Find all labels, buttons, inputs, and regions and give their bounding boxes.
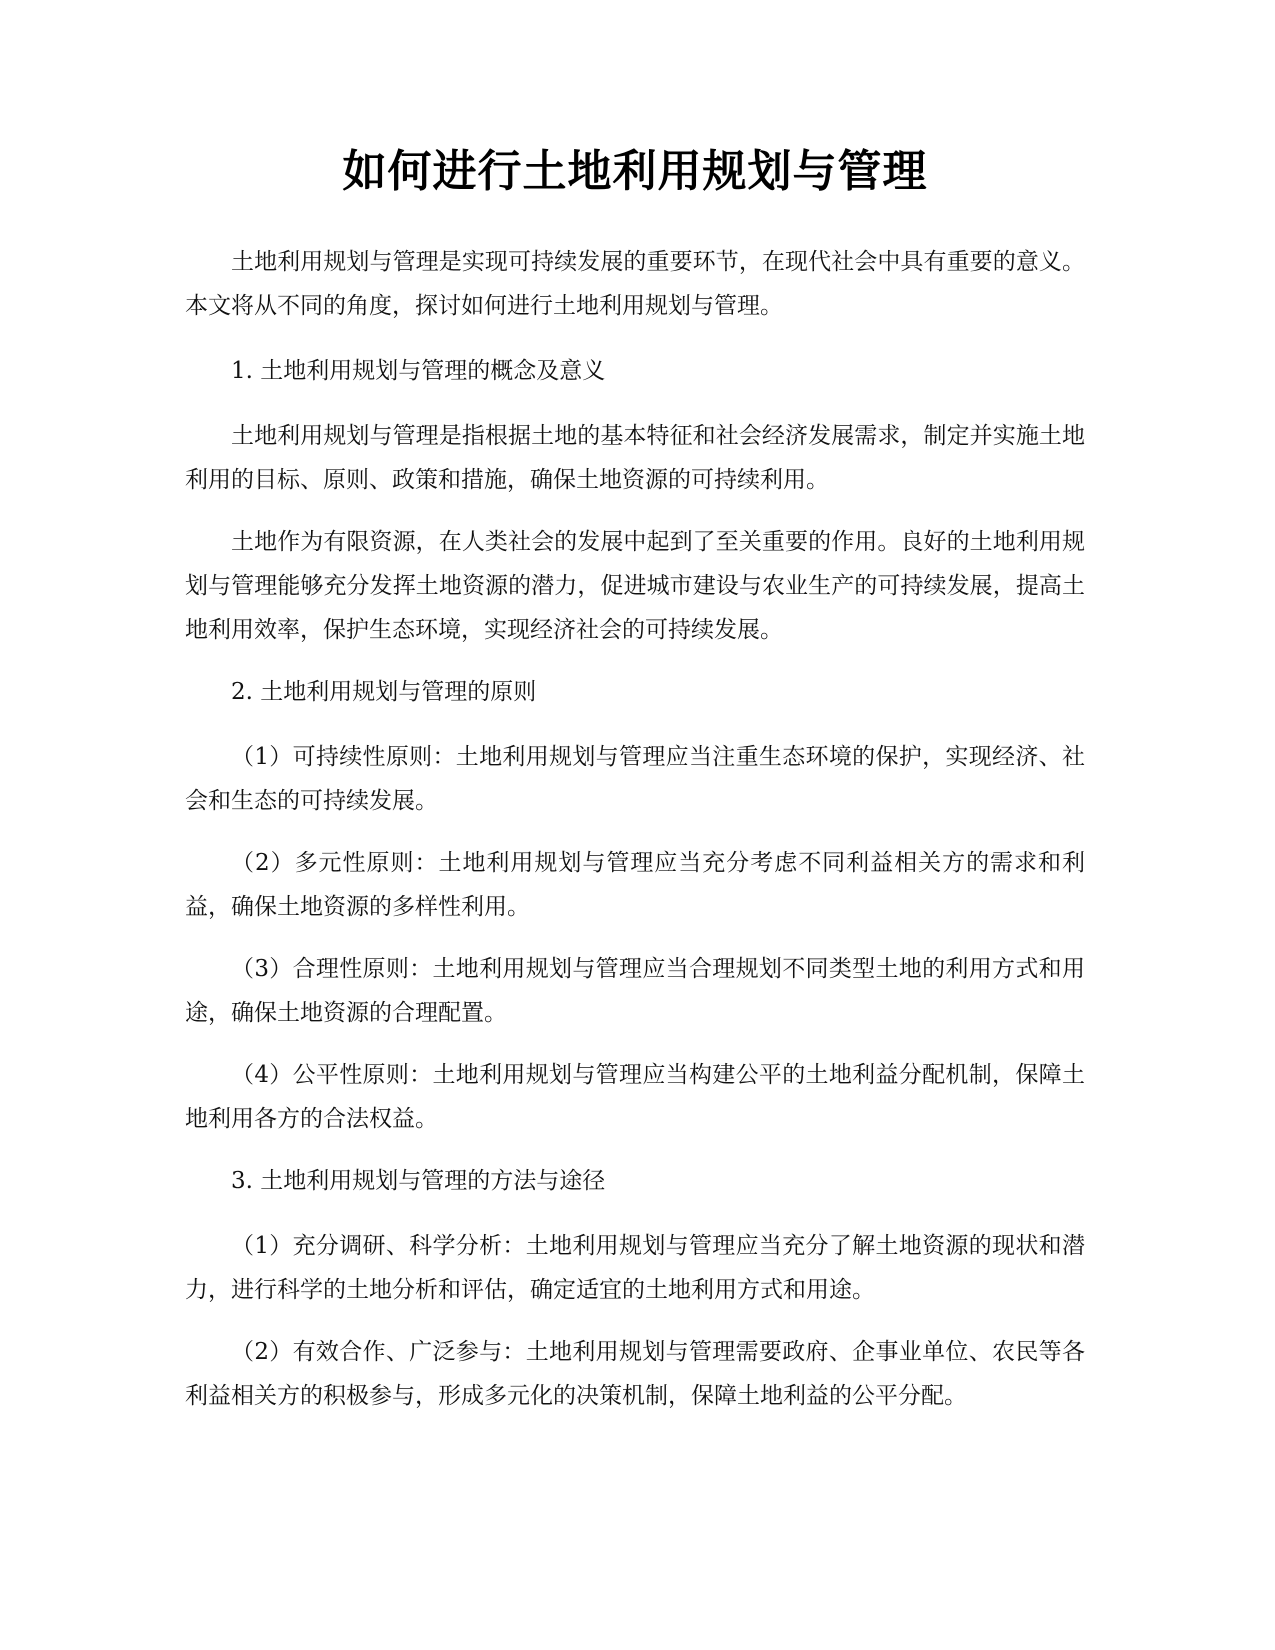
- principle-4-paragraph: （4）公平性原则：土地利用规划与管理应当构建公平的土地利益分配机制，保障土地利用各方的合法权益。: [185, 1062, 1085, 1132]
- document-title: 如何进行土地利用规划与管理: [342, 146, 928, 197]
- section-heading-2: 2. 土地利用规划与管理的原则: [231, 679, 537, 705]
- principle-3-paragraph: （3）合理性原则：土地利用规划与管理应当合理规划不同类型土地的利用方式和用途，确保土地资源的合理配置。: [185, 956, 1085, 1026]
- method-1-paragraph: （1）充分调研、科学分析：土地利用规划与管理应当充分了解土地资源的现状和潜力，进行科学的土地分析和评估，确定适宜的土地利用方式和用途。: [185, 1233, 1085, 1303]
- section-1-paragraph-2: 土地作为有限资源，在人类社会的发展中起到了至关重要的作用。良好的土地利用规划与管理能够充分发挥土地资源的潜力，促进城市建设与农业生产的可持续发展，提高土地利用效率，保护生态环境，实现经济社会的可持续发展。: [185, 529, 1085, 643]
- section-heading-3: 3. 土地利用规划与管理的方法与途径: [231, 1168, 606, 1194]
- document-body: [185, 140, 1085, 1418]
- section-heading-1: 1. 土地利用规划与管理的概念及意义: [231, 358, 606, 384]
- method-2-paragraph: （2）有效合作、广泛参与：土地利用规划与管理需要政府、企事业单位、农民等各利益相关方的积极参与，形成多元化的决策机制，保障土地利益的公平分配。: [185, 1339, 1085, 1409]
- principle-2-paragraph: （2）多元性原则：土地利用规划与管理应当充分考虑不同利益相关方的需求和利益，确保土地资源的多样性利用。: [185, 850, 1085, 920]
- intro-paragraph: 土地利用规划与管理是实现可持续发展的重要环节，在现代社会中具有重要的意义。本文将从不同的角度，探讨如何进行土地利用规划与管理。: [185, 249, 1085, 319]
- section-1-paragraph-1: 土地利用规划与管理是指根据土地的基本特征和社会经济发展需求，制定并实施土地利用的目标、原则、政策和措施，确保土地资源的可持续利用。: [185, 423, 1085, 493]
- principle-1-paragraph: （1）可持续性原则：土地利用规划与管理应当注重生态环境的保护，实现经济、社会和生态的可持续发展。: [185, 744, 1085, 814]
